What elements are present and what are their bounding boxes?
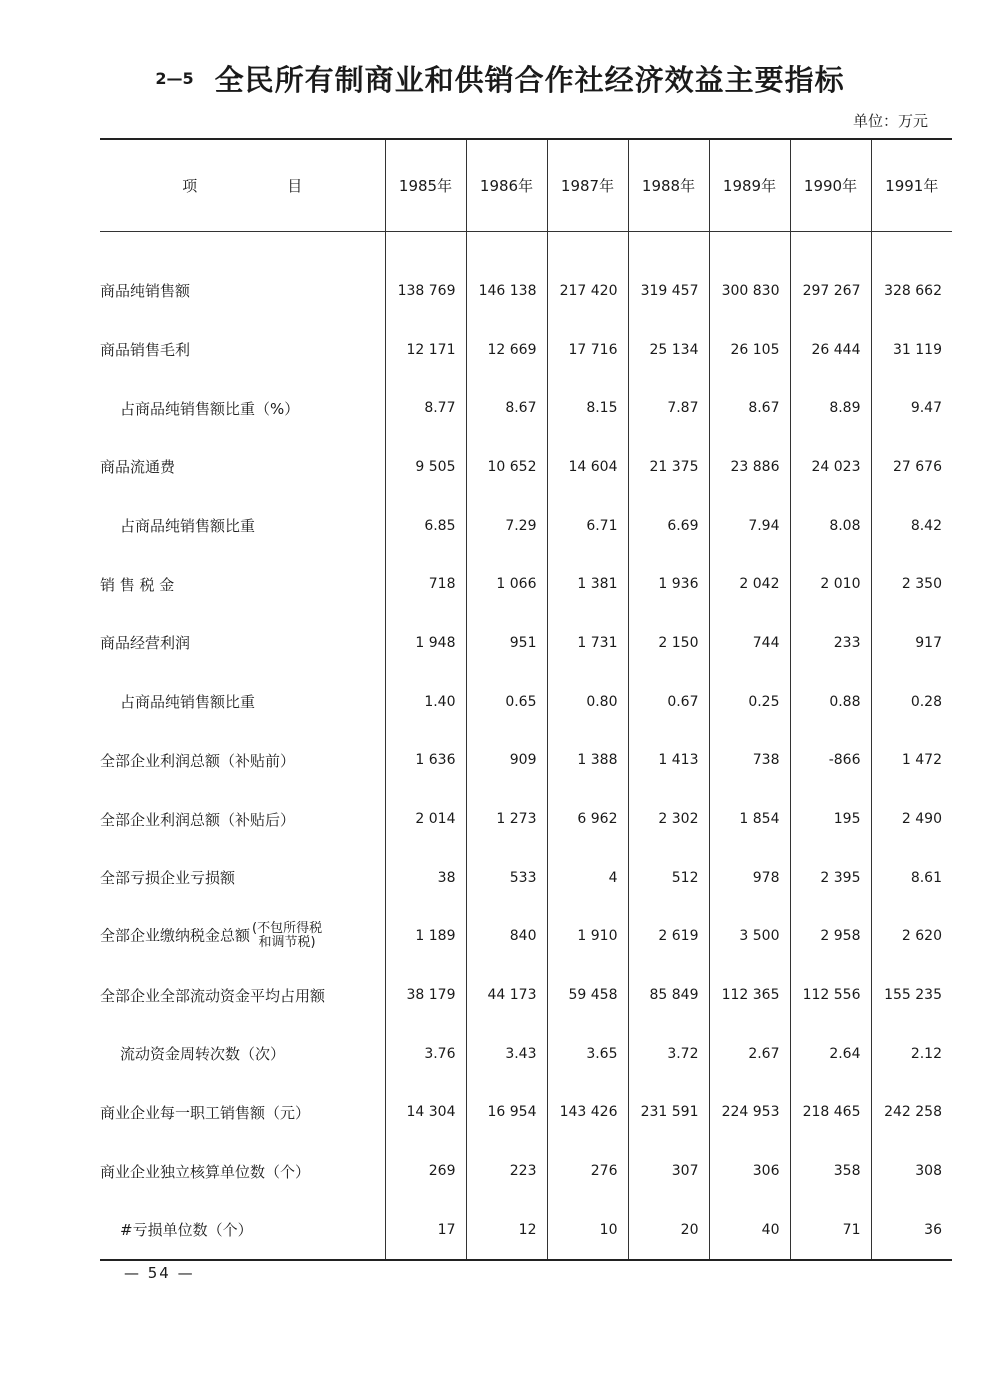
header-year: 1985年: [385, 139, 466, 231]
cell-value: 2 620: [871, 907, 952, 966]
header-year: 1988年: [628, 139, 709, 231]
cell-value: 1 910: [547, 907, 628, 966]
row-label: 占商品纯销售额比重: [120, 517, 256, 536]
cell-value: 44 173: [466, 966, 547, 1025]
row-label: 商品销售毛利: [100, 341, 191, 360]
cell-value: 533: [466, 848, 547, 907]
cell-value: 917: [871, 614, 952, 673]
table-number: 2—5: [155, 69, 194, 88]
cell-value: 8.61: [871, 848, 952, 907]
cell-value: 233: [790, 614, 871, 673]
row-label: 全部企业缴纳税金总额 (不包所得税 和调节税): [100, 921, 323, 951]
row-label-note: (不包所得税 和调节税): [252, 921, 323, 951]
table-row: [100, 790, 952, 849]
table-row: [100, 672, 952, 731]
cell-value: 2 958: [790, 907, 871, 966]
cell-value: 85 849: [628, 966, 709, 1025]
cell-value: 24 023: [790, 438, 871, 497]
row-label: 商业企业每一职工销售额（元）: [100, 1103, 311, 1122]
cell-value: 951: [466, 614, 547, 673]
cell-value: 2 619: [628, 907, 709, 966]
cell-value: 1 731: [547, 614, 628, 673]
cell-value: 7.87: [628, 379, 709, 438]
cell-value: 14 304: [385, 1083, 466, 1142]
cell-value: 21 375: [628, 438, 709, 497]
cell-value: 6 962: [547, 790, 628, 849]
cell-value: 1 948: [385, 614, 466, 673]
cell-value: 2.64: [790, 1024, 871, 1083]
table-row: [100, 731, 952, 790]
cell-value: 31 119: [871, 320, 952, 379]
cell-value: 38 179: [385, 966, 466, 1025]
cell-value: 9.47: [871, 379, 952, 438]
header-year: 1987年: [547, 139, 628, 231]
table-row: [100, 496, 952, 555]
cell-value: 12 669: [466, 320, 547, 379]
table-row: [100, 1083, 952, 1142]
cell-value: 218 465: [790, 1083, 871, 1142]
page-number: — 54 —: [124, 1264, 195, 1282]
cell-value: 138 769: [385, 262, 466, 321]
cell-value: 2 395: [790, 848, 871, 907]
cell-value: 27 676: [871, 438, 952, 497]
cell-value: 328 662: [871, 262, 952, 321]
cell-value: 12 171: [385, 320, 466, 379]
cell-value: 1 413: [628, 731, 709, 790]
cell-value: 10 652: [466, 438, 547, 497]
cell-value: 0.67: [628, 672, 709, 731]
cell-value: 26 105: [709, 320, 790, 379]
cell-value: 2 490: [871, 790, 952, 849]
table-row: [100, 320, 952, 379]
row-label: 商业企业独立核算单位数（个）: [100, 1162, 311, 1181]
cell-value: 17 716: [547, 320, 628, 379]
cell-value: 195: [790, 790, 871, 849]
header-item: 项 目: [100, 139, 385, 231]
row-label: 商品流通费: [100, 458, 176, 477]
row-label: 占商品纯销售额比重: [120, 693, 256, 712]
cell-value: 2 014: [385, 790, 466, 849]
cell-value: 1 472: [871, 731, 952, 790]
cell-value: 224 953: [709, 1083, 790, 1142]
cell-value: 978: [709, 848, 790, 907]
row-label: #亏损单位数（个）: [100, 1201, 385, 1261]
cell-value: 3.65: [547, 1024, 628, 1083]
cell-value: 3.43: [466, 1024, 547, 1083]
cell-value: 59 458: [547, 966, 628, 1025]
cell-value: 155 235: [871, 966, 952, 1025]
cell-value: 2.12: [871, 1024, 952, 1083]
cell-value: 744: [709, 614, 790, 673]
row-label: 流动资金周转次数（次）: [120, 1045, 286, 1064]
cell-value: 7.29: [466, 496, 547, 555]
cell-value: 1 636: [385, 731, 466, 790]
cell-value: 319 457: [628, 262, 709, 321]
row-label: 全部企业利润总额（补贴后）: [100, 810, 296, 829]
row-label: 商品纯销售额: [100, 282, 191, 301]
cell-value: 9 505: [385, 438, 466, 497]
table-row: [100, 438, 952, 497]
cell-value: 2 042: [709, 555, 790, 614]
cell-value: 307: [628, 1142, 709, 1201]
cell-value: 146 138: [466, 262, 547, 321]
indicator-table: [100, 138, 952, 1261]
cell-value: 2 010: [790, 555, 871, 614]
cell-value: 306: [709, 1142, 790, 1201]
cell-value: 8.42: [871, 496, 952, 555]
cell-value: 17: [385, 1201, 466, 1261]
cell-value: 71: [790, 1201, 871, 1261]
table-row: [100, 262, 952, 321]
cell-value: 3 500: [709, 907, 790, 966]
table-row: [100, 555, 952, 614]
cell-value: 8.89: [790, 379, 871, 438]
cell-value: 297 267: [790, 262, 871, 321]
cell-value: 1.40: [385, 672, 466, 731]
header-year: 1990年: [790, 139, 871, 231]
cell-value: 8.15: [547, 379, 628, 438]
cell-value: 8.67: [466, 379, 547, 438]
cell-value: 0.25: [709, 672, 790, 731]
cell-value: 1 381: [547, 555, 628, 614]
cell-value: 8.67: [709, 379, 790, 438]
cell-value: 143 426: [547, 1083, 628, 1142]
table-row: [100, 379, 952, 438]
page-title: [0, 58, 1000, 99]
row-label: 全部企业全部流动资金平均占用额: [100, 986, 326, 1005]
cell-value: 2.67: [709, 1024, 790, 1083]
cell-value: 6.69: [628, 496, 709, 555]
cell-value: 1 273: [466, 790, 547, 849]
cell-value: 909: [466, 731, 547, 790]
cell-value: 1 189: [385, 907, 466, 966]
cell-value: 112 556: [790, 966, 871, 1025]
cell-value: 3.76: [385, 1024, 466, 1083]
cell-value: 0.80: [547, 672, 628, 731]
header-year: 1991年: [871, 139, 952, 231]
cell-value: 112 365: [709, 966, 790, 1025]
cell-value: 1 066: [466, 555, 547, 614]
cell-value: 14 604: [547, 438, 628, 497]
cell-value: 300 830: [709, 262, 790, 321]
cell-value: 6.85: [385, 496, 466, 555]
cell-value: 16 954: [466, 1083, 547, 1142]
table-row: [100, 966, 952, 1025]
cell-value: 25 134: [628, 320, 709, 379]
cell-value: 217 420: [547, 262, 628, 321]
cell-value: 0.28: [871, 672, 952, 731]
cell-value: 7.94: [709, 496, 790, 555]
title-text: 全民所有制商业和供销合作社经济效益主要指标: [214, 63, 845, 97]
row-label: 全部企业利润总额（补贴前）: [100, 751, 296, 770]
cell-value: 840: [466, 907, 547, 966]
cell-value: 512: [628, 848, 709, 907]
cell-value: 38: [385, 848, 466, 907]
cell-value: 36: [871, 1201, 952, 1261]
cell-value: 23 886: [709, 438, 790, 497]
cell-value: 223: [466, 1142, 547, 1201]
table-row: [100, 1024, 952, 1083]
cell-value: 231 591: [628, 1083, 709, 1142]
cell-value: 12: [466, 1201, 547, 1261]
table-row: [100, 907, 952, 966]
cell-value: 26 444: [790, 320, 871, 379]
table-row: [100, 614, 952, 673]
cell-value: 308: [871, 1142, 952, 1201]
row-label: 全部亏损企业亏损额: [100, 869, 236, 888]
table-row: [100, 1201, 952, 1261]
spacer-row: [100, 231, 952, 262]
cell-value: 269: [385, 1142, 466, 1201]
cell-value: 20: [628, 1201, 709, 1261]
cell-value: 2 302: [628, 790, 709, 849]
cell-value: 1 936: [628, 555, 709, 614]
cell-value: 8.77: [385, 379, 466, 438]
cell-value: 40: [709, 1201, 790, 1261]
header-row: [100, 139, 952, 231]
cell-value: 8.08: [790, 496, 871, 555]
row-label: 销 售 税 金: [100, 575, 175, 594]
table-row: [100, 848, 952, 907]
row-label: 商品经营利润: [100, 634, 191, 653]
cell-value: 358: [790, 1142, 871, 1201]
cell-value: 718: [385, 555, 466, 614]
unit-label: 单位：万元: [852, 112, 928, 130]
cell-value: -866: [790, 731, 871, 790]
row-label: 占商品纯销售额比重（%）: [120, 399, 300, 418]
cell-value: 738: [709, 731, 790, 790]
cell-value: 10: [547, 1201, 628, 1261]
cell-value: 2 150: [628, 614, 709, 673]
cell-value: 6.71: [547, 496, 628, 555]
header-year: 1986年: [466, 139, 547, 231]
cell-value: 276: [547, 1142, 628, 1201]
cell-value: 1 854: [709, 790, 790, 849]
cell-value: 0.65: [466, 672, 547, 731]
header-year: 1989年: [709, 139, 790, 231]
cell-value: 1 388: [547, 731, 628, 790]
cell-value: 4: [547, 848, 628, 907]
cell-value: 2 350: [871, 555, 952, 614]
table-row: [100, 1142, 952, 1201]
cell-value: 3.72: [628, 1024, 709, 1083]
cell-value: 242 258: [871, 1083, 952, 1142]
cell-value: 0.88: [790, 672, 871, 731]
